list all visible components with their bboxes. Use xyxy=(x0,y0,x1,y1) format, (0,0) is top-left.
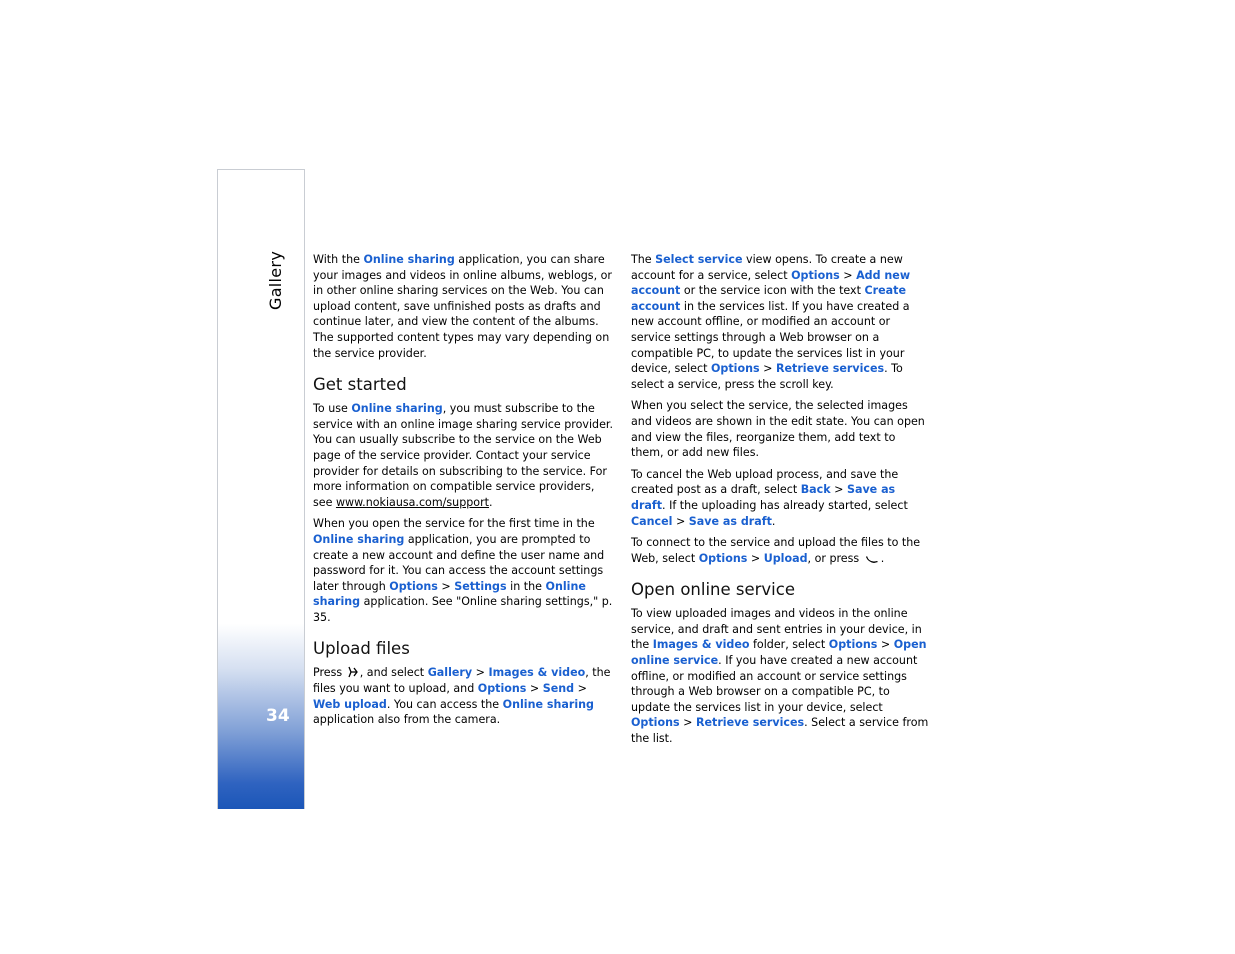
body-text: > xyxy=(830,483,847,497)
command-term: Options xyxy=(698,551,748,565)
body-text: > xyxy=(839,268,857,282)
body-text: . If you have created a new account offline, or modified an account or service settings through a Web browser on a compatible PC, to update the services list in your device, select xyxy=(631,654,918,714)
command-term: Gallery xyxy=(427,666,473,680)
connect-paragraph xyxy=(631,535,931,566)
left-column xyxy=(313,252,613,734)
body-text: With the xyxy=(313,253,364,266)
get-started-paragraph-1 xyxy=(313,401,613,510)
body-text: > xyxy=(472,666,489,680)
command-term: Create account xyxy=(631,284,906,313)
body-text: > xyxy=(679,716,696,730)
command-term: Retrieve services xyxy=(775,362,885,376)
body-text: application also from the camera. xyxy=(313,713,501,727)
command-term: Options xyxy=(791,268,840,282)
body-text: , and select xyxy=(359,666,428,680)
body-text: . Select a service from the list. xyxy=(631,716,929,746)
body-text: > xyxy=(747,551,764,565)
body-text: , you must subscribe to the service with an online image sharing service provider. You can usually subscribe to the service on the Web page of the service provider. Contact your service provider for details on subscribing to the service. For more information on compatible service providers, see xyxy=(313,402,613,509)
body-text: To connect to the service and upload the files to the Web, select xyxy=(631,536,921,565)
command-term: Send xyxy=(542,682,575,696)
command-term: Online sharing xyxy=(313,579,586,609)
body-text: in the xyxy=(506,579,546,593)
intro-paragraph xyxy=(313,252,613,361)
body-text: > xyxy=(437,579,455,593)
body-text: in the services list. If you have created a new account offline, or modified an account or service settings through a Web browser on a compatible PC, to update the services list in your device, select xyxy=(631,299,910,376)
body-text: > xyxy=(877,638,894,652)
body-text: or the service icon with the text xyxy=(680,284,865,298)
command-term: Save as draft xyxy=(631,483,896,512)
body-text: view opens. To create a new account for a service, select xyxy=(631,253,903,282)
command-term: Options xyxy=(710,362,760,376)
page-number: 34 xyxy=(266,706,290,726)
command-term: Options xyxy=(477,682,527,696)
body-text: When you open the service for the first time in the xyxy=(313,517,595,531)
body-text: Press xyxy=(313,666,346,680)
body-text: , the files you want to upload, and xyxy=(313,666,611,696)
body-text: , or press xyxy=(807,551,863,565)
body-text: folder, select xyxy=(749,638,829,652)
section-label: Gallery xyxy=(266,250,285,310)
body-text: To use xyxy=(313,402,352,416)
command-term: Images & video xyxy=(488,666,586,680)
command-term: Add new account xyxy=(631,268,911,298)
body-text: . To select a service, press the scroll key. xyxy=(631,362,903,391)
body-text: > xyxy=(759,362,776,376)
support-link[interactable]: www.nokiausa.com/support xyxy=(335,495,489,509)
command-term: Options xyxy=(389,579,438,593)
command-link: Online sharing xyxy=(363,253,455,266)
heading-get-started: Get started xyxy=(313,375,407,395)
command-term: Select service xyxy=(655,253,743,266)
body-text: The xyxy=(631,253,656,266)
body-text: . If the uploading has already started, select xyxy=(662,498,908,512)
menu-key-icon xyxy=(346,666,360,678)
body-text: application, you can share your images and videos in online albums, weblogs, or in other online sharing services on the Web. You can upload content, save unfinished posts as drafts and continue later, and view the content of the albums. The supported content types may vary depending on the service provider. xyxy=(313,253,612,360)
command-term: Cancel xyxy=(631,514,673,528)
body-text: To view uploaded images and videos in the online service, and draft and sent entries in your device, in the xyxy=(631,607,922,652)
command-term: Retrieve services xyxy=(695,716,805,730)
select-service-paragraph xyxy=(631,252,931,392)
cancel-upload-paragraph xyxy=(631,467,931,529)
body-text: > xyxy=(672,514,689,528)
body-text: . xyxy=(771,514,776,528)
body-text: application. See "Online sharing settings," p. 35. xyxy=(313,595,613,624)
heading-upload-files: Upload files xyxy=(313,639,410,659)
command-term: Web upload xyxy=(313,697,387,711)
command-term: Save as draft xyxy=(688,514,772,528)
body-text: application, you are prompted to create a new account and define the user name and password for it. You can access the account settings later through xyxy=(313,532,605,593)
command-term: Back xyxy=(800,483,831,497)
body-text: To cancel the Web upload process, and save the created post as a draft, select xyxy=(631,467,899,497)
command-term: Settings xyxy=(454,579,507,593)
command-term: Open online service xyxy=(631,638,927,668)
command-term: Online sharing xyxy=(502,697,594,711)
call-key-icon xyxy=(863,552,881,564)
command-term: Options xyxy=(631,716,680,730)
open-online-service-paragraph xyxy=(631,606,931,746)
body-text: . You can access the xyxy=(386,697,503,711)
body-text: . xyxy=(488,495,493,509)
command-term: Online sharing xyxy=(313,532,405,546)
upload-files-paragraph xyxy=(313,665,613,727)
command-term: Online sharing xyxy=(351,402,443,416)
body-text: > xyxy=(574,682,587,696)
edit-state-paragraph: When you select the service, the selected images and videos are shown in the edit state. You can open and view the files, reorganize them, add text to them, or add new files. xyxy=(631,399,925,460)
command-term: Images & video xyxy=(652,638,750,652)
command-term: Upload xyxy=(763,551,808,565)
right-column xyxy=(631,252,931,753)
body-text: > xyxy=(526,682,543,696)
command-term: Options xyxy=(828,638,878,652)
heading-open-online-service: Open online service xyxy=(631,580,795,600)
get-started-paragraph-2 xyxy=(313,516,613,625)
body-text: . xyxy=(880,551,885,565)
